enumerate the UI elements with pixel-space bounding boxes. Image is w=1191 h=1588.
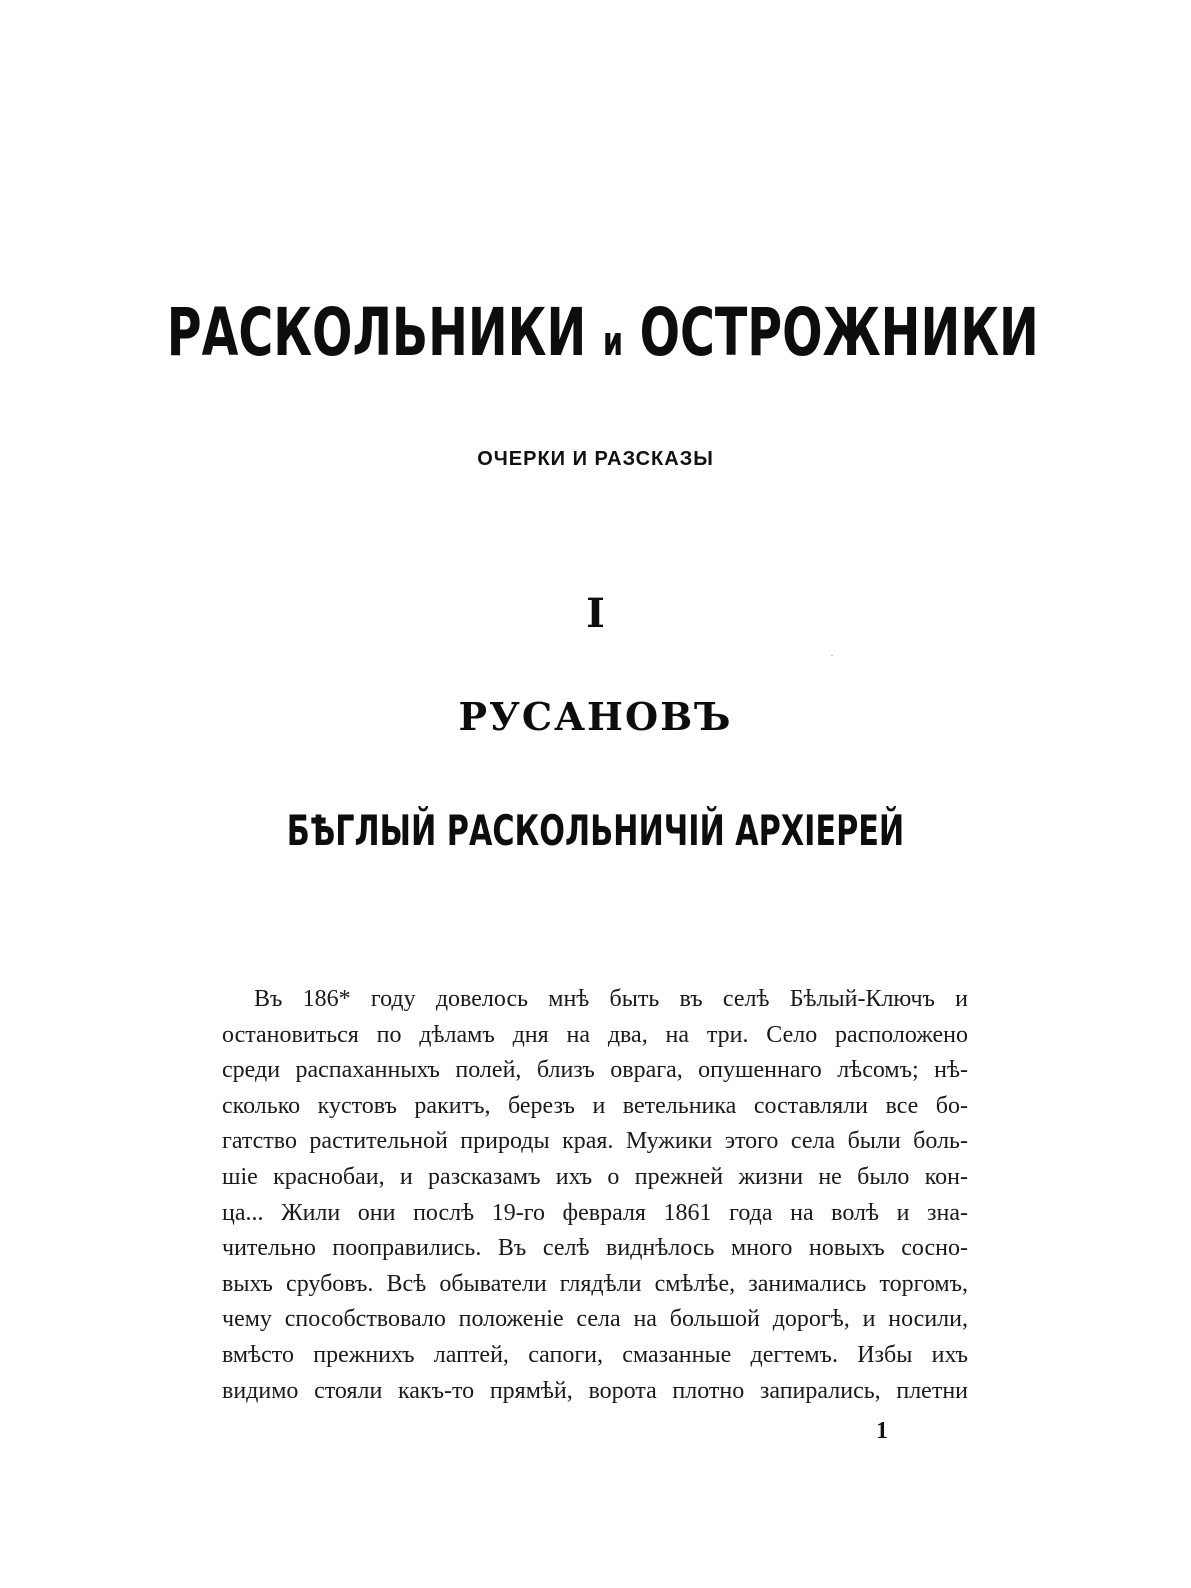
body-paragraph: [222, 982, 968, 1409]
book-title: [166, 294, 1039, 371]
scan-speck: [831, 655, 833, 656]
book-title-part1: РАСКОЛЬНИКИ: [166, 294, 587, 371]
page-number: 1: [876, 1418, 888, 1444]
book-subtitle: ОЧЕРКИ И РАЗСКАЗЫ: [477, 448, 714, 470]
text-line: ца... Жили они послѣ 19-го февраля 1861 года на волѣ и зна-: [222, 1199, 968, 1226]
text-line: вмѣсто прежнихъ лаптей, сапоги, смазанные дегтемъ. Избы ихъ: [222, 1341, 968, 1368]
text-line: чему способствовало положеніе села на большой дорогѣ, и носили,: [222, 1306, 968, 1333]
text-line: гатство растительной природы края. Мужики этого села были боль-: [222, 1128, 968, 1155]
text-line: выхъ срубовъ. Всѣ обыватели глядѣли смѣлѣе, занимались торгомъ,: [222, 1270, 968, 1297]
text-line: остановиться по дѣламъ дня на два, на три. Село расположено: [222, 1021, 968, 1048]
text-line: среди распаханныхъ полей, близъ оврага, опушеннаго лѣсомъ; нѣ-: [222, 1057, 968, 1084]
chapter-title: РУСАНОВЪ: [458, 694, 733, 739]
text-line: сколько кустовъ ракитъ, березъ и ветельника составляли все бо-: [222, 1092, 968, 1119]
book-title-part2: ОСТРОЖНИКИ: [639, 294, 1039, 371]
chapter-subtitle: БѢГЛЫЙ РАСКОЛЬНИЧІЙ АРХІЕРЕЙ: [286, 806, 905, 855]
book-title-conjunction: и: [602, 319, 624, 365]
text-line: видимо стояли какъ-то прямѣй, ворота плотно запирались, плетни: [222, 1377, 968, 1404]
section-number: I: [586, 590, 605, 637]
text-line: чительно пооправились. Въ селѣ виднѣлось много новыхъ сосно-: [222, 1235, 968, 1262]
text-line: шіе краснобаи, и разсказамъ ихъ о прежней жизни не было кон-: [222, 1163, 968, 1190]
text-line: Въ 186* году довелось мнѣ быть въ селѣ Бѣлый-Ключъ и: [254, 986, 968, 1012]
